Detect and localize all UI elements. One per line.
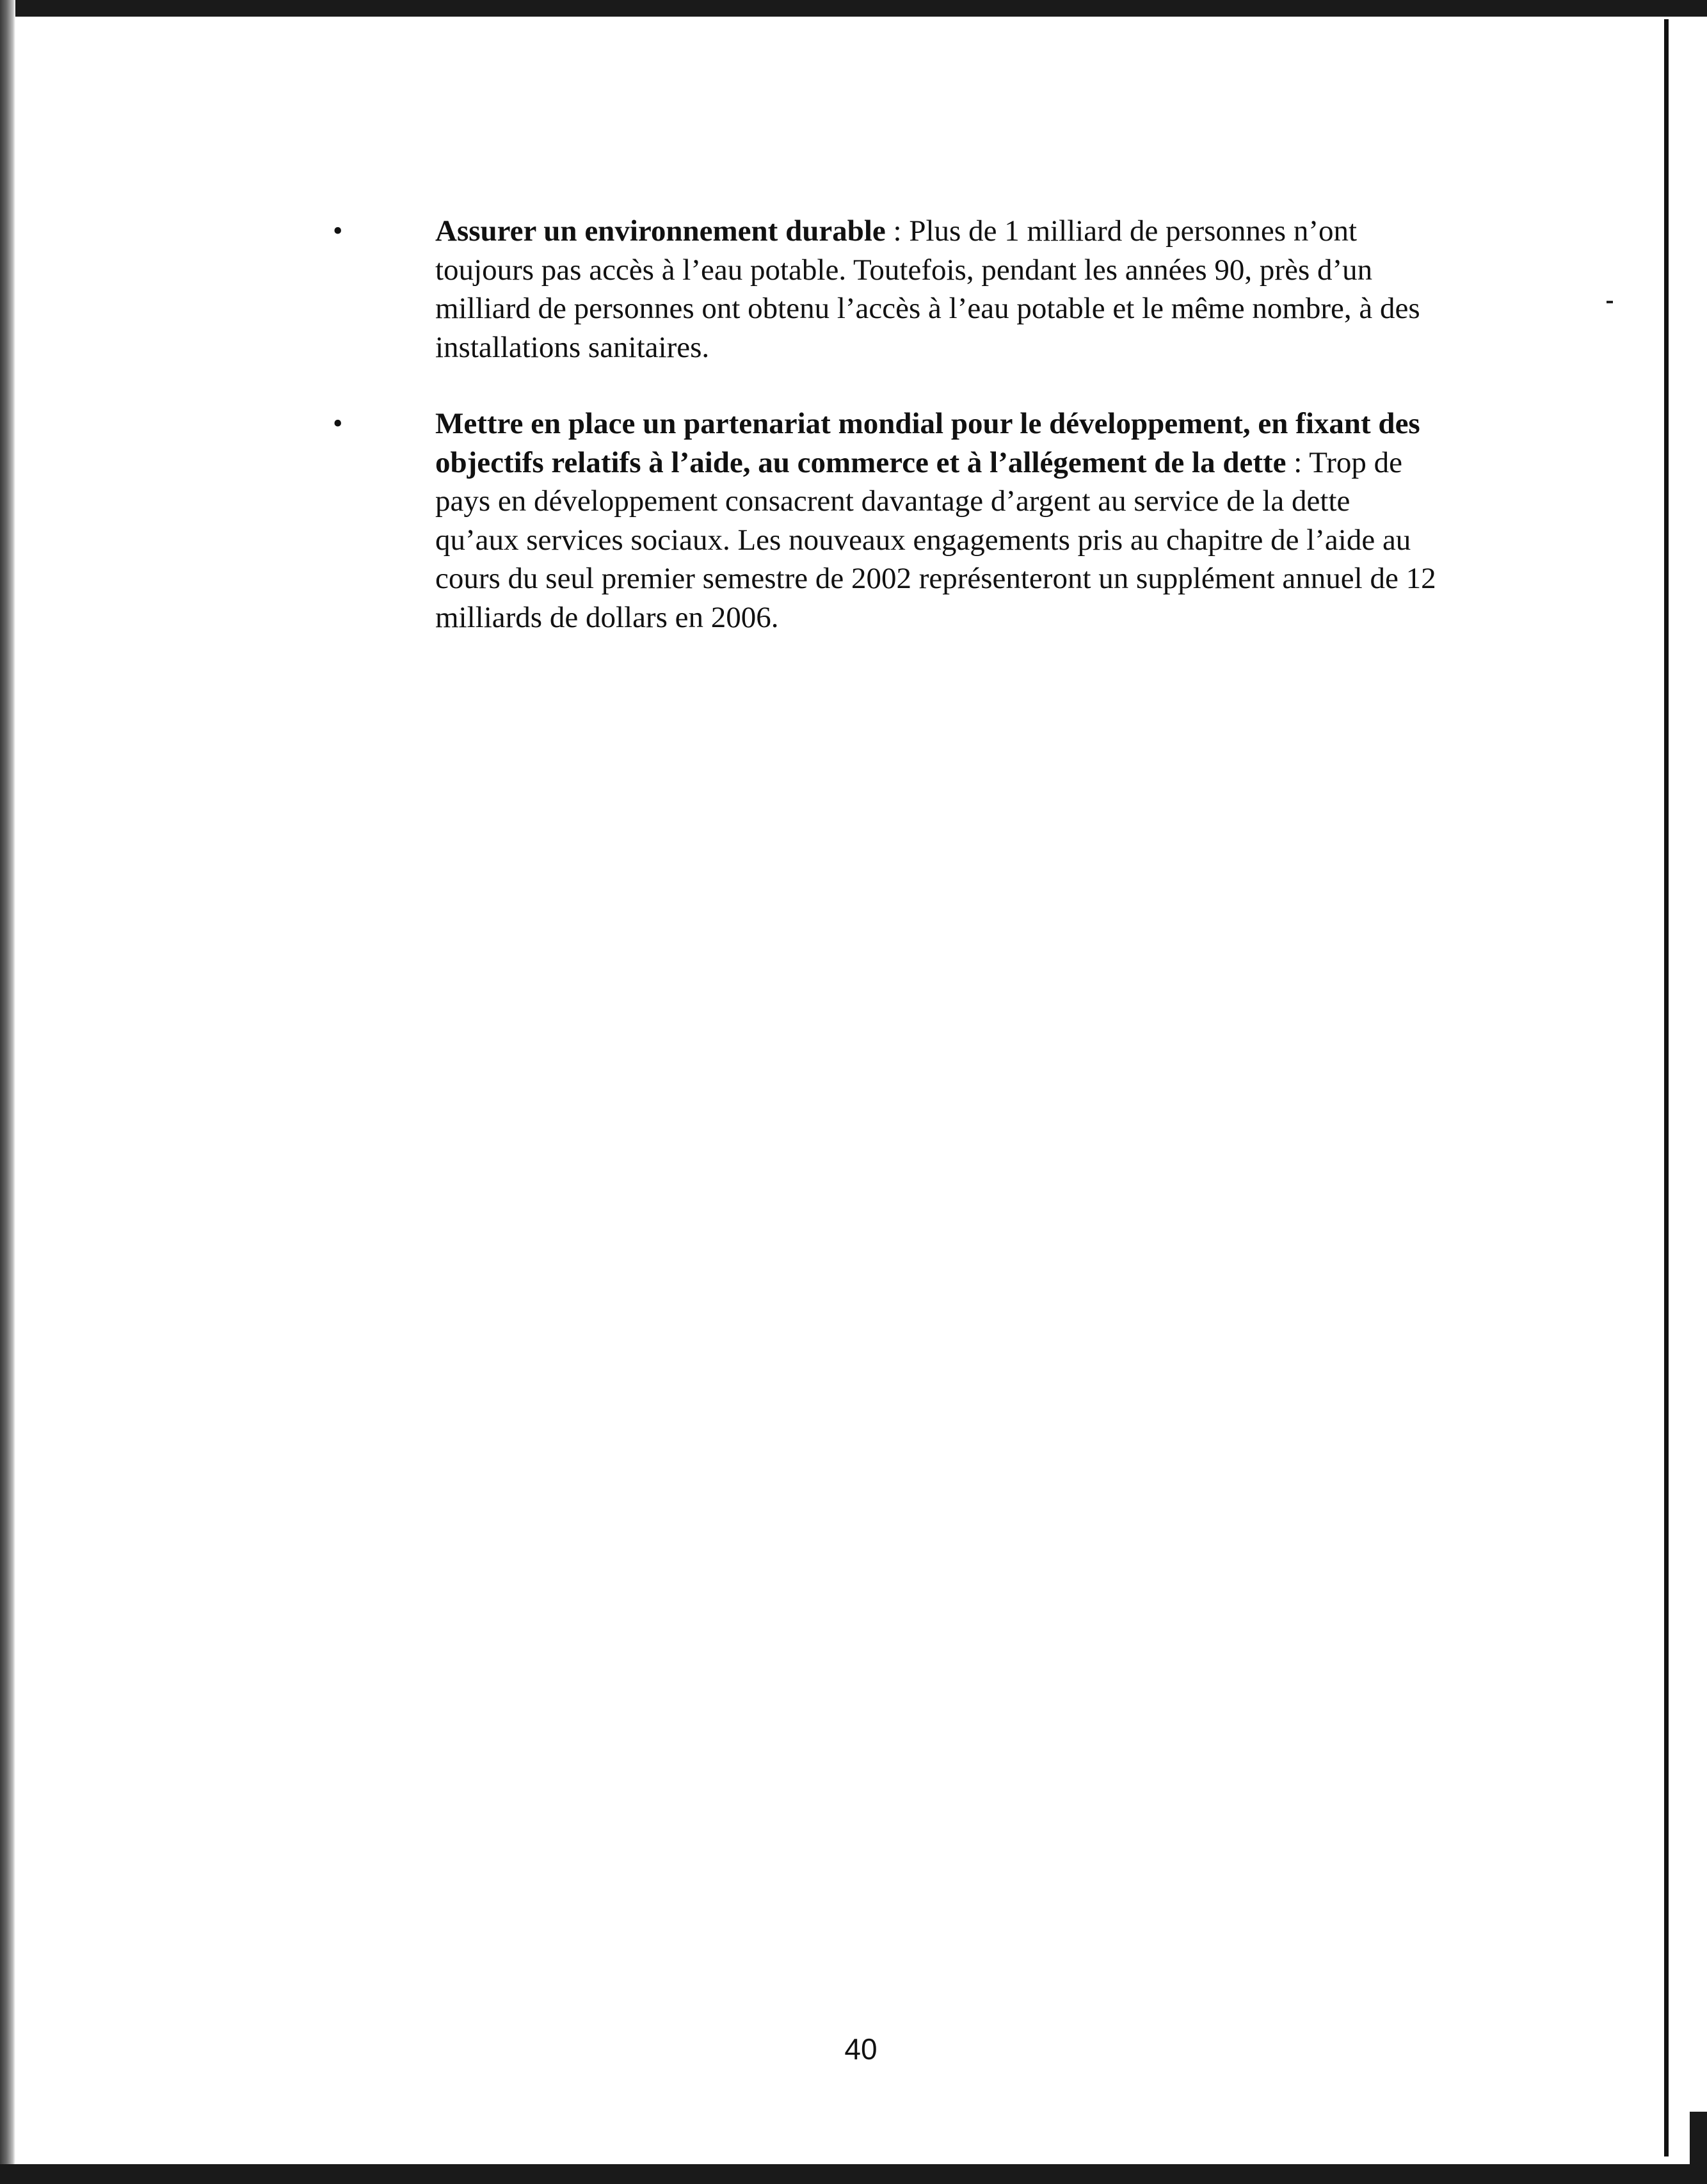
bullet-icon: •	[333, 408, 343, 439]
bullet-paragraph	[435, 404, 1440, 637]
bullet-icon: •	[333, 215, 343, 246]
bullet-body: : Trop de pays en développement consacrent davantage d’argent au service de la dette qu’aux services sociaux. Les nouveaux engagements pris au chapitre de l’aide au cours du seul premier semestre de 2002 représenteront un supplément annuel de 12 milliards de dollars en 2006.	[435, 445, 1436, 634]
bullet-paragraph	[435, 212, 1440, 367]
bullet-heading: Mettre en place un partenariat mondial pour le développement, en fixant des objectifs relatifs à l’aide, au commerce et à l’allégement de la dette	[435, 407, 1420, 479]
page-number: 40	[844, 2032, 878, 2066]
bullet-heading: Assurer un environnement durable	[435, 214, 886, 248]
bullet-body: : Plus de 1 milliard de personnes n’ont toujours pas accès à l’eau potable. Toutefois, pendant les années 90, près d’un milliard de personnes ont obtenu l’accès à l’eau potable et le même nombre, à des installations sanitaires.	[435, 214, 1420, 364]
